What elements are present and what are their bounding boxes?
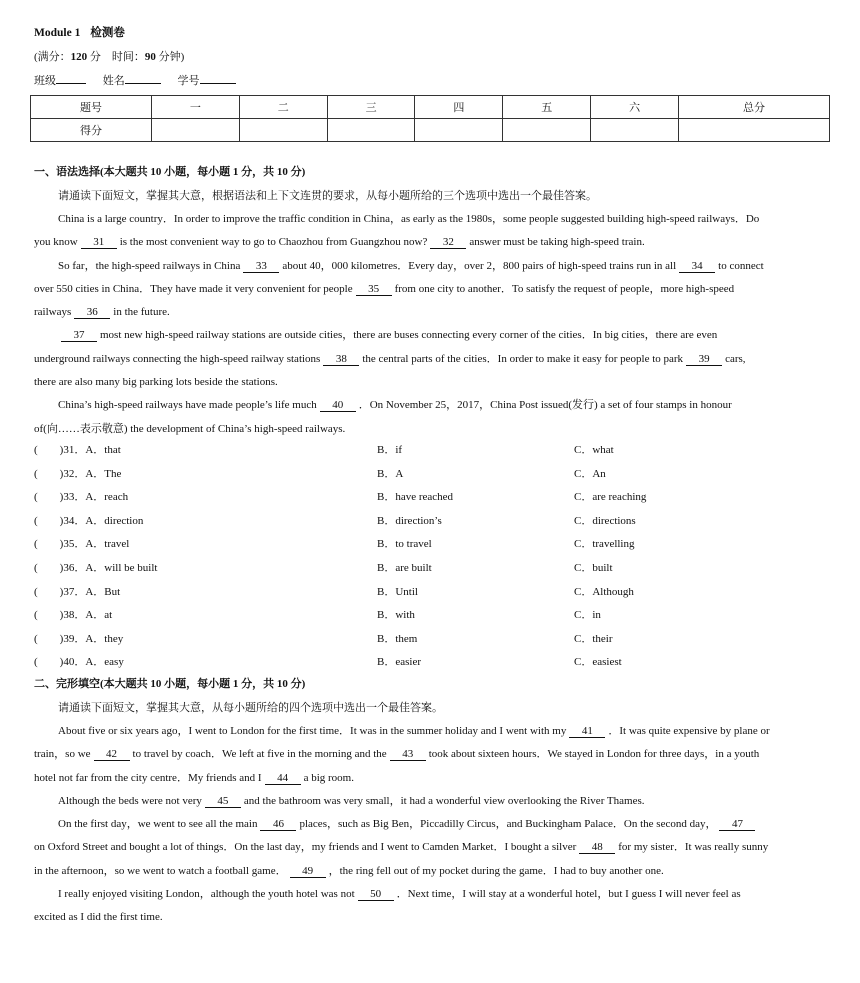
option-c[interactable]: C．Although bbox=[574, 585, 634, 598]
passage-text: I really enjoyed visiting London，although the youth hotel was not bbox=[58, 888, 355, 901]
name-label: 姓名 bbox=[102, 75, 125, 87]
passage-text: underground railways connecting the high-speed railway stations bbox=[34, 352, 321, 365]
passage-text: for my sister．It was really sunny bbox=[618, 841, 769, 854]
passage-text: ．Next time，I will stay at a wonderful hotel，but I guess I will never feel as bbox=[396, 888, 741, 901]
blank-40[interactable]: 40 bbox=[320, 399, 356, 412]
option-row bbox=[34, 653, 830, 673]
passage-line bbox=[34, 208, 830, 231]
option-row bbox=[34, 465, 830, 485]
score-cell: 三 bbox=[327, 96, 415, 119]
passage-text: hotel not far from the city centre．My friends and I bbox=[34, 771, 262, 784]
passage-text: China is a large country．In order to improve the traffic condition in China，as early as the 1980s，some people suggested building high-speed railways．Do bbox=[58, 213, 760, 225]
passage-line bbox=[34, 255, 830, 278]
subtitle-mid: 分 时间： bbox=[87, 51, 145, 63]
full-score: 120 bbox=[70, 51, 88, 63]
passage-text: in the afternoon，so we went to watch a football game． bbox=[34, 864, 287, 877]
score-input-cell[interactable] bbox=[327, 119, 415, 142]
option-b[interactable]: B．easier bbox=[377, 656, 421, 669]
module-label: Module 1 bbox=[34, 27, 81, 39]
section2-heading: 二、完形填空(本大题共 10 小题，每小题 1 分，共 10 分) bbox=[34, 678, 306, 690]
blank-47[interactable]: 47 bbox=[719, 818, 755, 831]
blank-49[interactable]: 49 bbox=[290, 865, 326, 878]
passage-text: and the bathroom was very small，it had a wonderful view overlooking the River Thames. bbox=[243, 794, 645, 807]
option-a[interactable]: ( )31．A．that bbox=[34, 444, 121, 456]
option-a[interactable]: ( )37．A．But bbox=[34, 585, 121, 598]
option-row bbox=[34, 630, 830, 650]
passage-text: is the most convenient way to go to Chaozhou from Guangzhou now? bbox=[119, 236, 428, 249]
passage-text: On the first day，we went to see all the main bbox=[58, 818, 258, 831]
option-row bbox=[34, 441, 830, 461]
passage-text: ．On November 25，2017，China Post issued(发行) a set of four stamps in honour bbox=[358, 399, 732, 412]
passage-text: answer must be taking high-speed train. bbox=[469, 236, 645, 249]
title-cn: 检测卷 bbox=[90, 27, 125, 39]
passage-text: About five or six years ago，I went to London for the first time．It was in the summer holiday and I went with my bbox=[58, 725, 567, 737]
option-c[interactable]: C．are reaching bbox=[574, 491, 647, 504]
passage-text: of(向……表示敬意) the development of China’s high-speed railways. bbox=[34, 422, 346, 435]
passage-text: about 40，000 kilometres．Every day，over 2，800 pairs of high-speed trains run in all bbox=[282, 259, 677, 272]
option-a[interactable]: ( )35．A．travel bbox=[34, 538, 130, 551]
option-b[interactable]: B．have reached bbox=[377, 491, 454, 504]
exam-subtitle bbox=[34, 50, 184, 64]
passage-line bbox=[34, 278, 830, 301]
passage-line bbox=[34, 883, 830, 906]
passage-text: to travel by coach．We left at five in the morning and the bbox=[132, 748, 387, 761]
option-a[interactable]: ( )36．A．will be built bbox=[34, 562, 158, 574]
passage-text: you know bbox=[34, 236, 78, 249]
blank-43[interactable]: 43 bbox=[390, 748, 426, 761]
passage-text: excited as I did the first time. bbox=[34, 911, 163, 924]
option-a[interactable]: ( )38．A．at bbox=[34, 609, 113, 622]
option-b[interactable]: B．if bbox=[377, 444, 403, 456]
option-c[interactable]: C．their bbox=[574, 632, 613, 645]
option-row bbox=[34, 559, 830, 579]
passage-line bbox=[34, 836, 830, 859]
option-b[interactable]: B．direction’s bbox=[377, 514, 442, 527]
blank-41[interactable]: 41 bbox=[569, 725, 605, 738]
passage-text: on Oxford Street and bought a lot of things．On the last day，my friends and I went to Camden Market．I bought a silver bbox=[34, 841, 577, 854]
blank-32[interactable]: 32 bbox=[430, 236, 466, 249]
score-cell: 题号 bbox=[31, 96, 152, 119]
section2-passage bbox=[34, 720, 830, 930]
option-c[interactable]: C．travelling bbox=[574, 538, 635, 551]
student-info bbox=[34, 73, 236, 88]
score-cell: 四 bbox=[415, 96, 503, 119]
score-input-cell[interactable] bbox=[503, 119, 591, 142]
passage-line bbox=[34, 790, 830, 813]
score-cell: 一 bbox=[152, 96, 240, 119]
passage-line bbox=[34, 418, 830, 441]
section1-instruction: 请通读下面短文，掌握其大意，根据语法和上下文连贯的要求，从每小题所给的三个选项中选出一个最佳答案。 bbox=[58, 190, 597, 202]
passage-line bbox=[34, 720, 830, 743]
blank-39[interactable]: 39 bbox=[686, 353, 722, 366]
id-field[interactable] bbox=[200, 73, 236, 84]
name-field[interactable] bbox=[125, 73, 161, 84]
passage-text: there are also many big parking lots beside the stations. bbox=[34, 376, 278, 389]
class-label: 班级 bbox=[34, 75, 56, 87]
passage-line bbox=[34, 394, 830, 417]
subtitle-pre: (满分： bbox=[34, 51, 71, 63]
passage-text: Although the beds were not very bbox=[58, 794, 202, 807]
passage-text: places，such as Big Ben，Piccadilly Circus，and Buckingham Palace．On the second day， bbox=[299, 818, 717, 831]
score-cell: 总分 bbox=[679, 96, 830, 119]
score-input-cell[interactable] bbox=[152, 119, 240, 142]
section1-passage bbox=[34, 208, 830, 441]
score-table-header-row bbox=[31, 96, 830, 119]
passage-text: in the future. bbox=[113, 306, 170, 319]
passage-text: ，the ring fell out of my pocket during the game．I had to buy another one. bbox=[328, 864, 664, 877]
score-input-cell[interactable] bbox=[239, 119, 327, 142]
passage-text: cars, bbox=[725, 352, 746, 365]
blank-35[interactable]: 35 bbox=[356, 283, 392, 296]
blank-36[interactable]: 36 bbox=[74, 306, 110, 319]
option-c[interactable]: C．An bbox=[574, 467, 606, 480]
passage-line bbox=[34, 231, 830, 254]
option-c[interactable]: C．easiest bbox=[574, 656, 622, 669]
option-c[interactable]: C．what bbox=[574, 444, 614, 456]
passage-text: from one city to another．To satisfy the request of people，more high-speed bbox=[394, 282, 735, 295]
exam-time: 90 bbox=[144, 51, 156, 63]
subtitle-post: 分钟) bbox=[155, 51, 185, 63]
score-table-score-row bbox=[31, 119, 830, 142]
option-b[interactable]: B．them bbox=[377, 632, 418, 645]
page-title bbox=[34, 26, 125, 40]
section2-instruction: 请通读下面短文，掌握其大意，从每小题所给的四个选项中选出一个最佳答案。 bbox=[58, 702, 443, 714]
option-a[interactable]: ( )33．A．reach bbox=[34, 491, 129, 504]
passage-line bbox=[34, 324, 830, 347]
score-input-cell[interactable] bbox=[415, 119, 503, 142]
option-a[interactable]: ( )32．A．The bbox=[34, 467, 122, 480]
option-a[interactable]: ( )39．A．they bbox=[34, 632, 124, 645]
option-b[interactable]: B．Until bbox=[377, 585, 418, 598]
passage-line bbox=[34, 906, 830, 929]
passage-text: the central parts of the cities．In order to make it easy for people to park bbox=[362, 352, 684, 365]
passage-line bbox=[34, 371, 830, 394]
option-c[interactable]: C．in bbox=[574, 609, 601, 622]
option-b[interactable]: B．are built bbox=[377, 562, 432, 574]
passage-line bbox=[34, 767, 830, 790]
score-cell: 五 bbox=[503, 96, 591, 119]
passage-text: ．It was quite expensive by plane or bbox=[608, 725, 770, 737]
passage-line bbox=[34, 348, 830, 371]
option-a[interactable]: ( )34．A．direction bbox=[34, 514, 144, 527]
passage-line bbox=[34, 743, 830, 766]
blank-44[interactable]: 44 bbox=[265, 772, 301, 785]
score-cell: 二 bbox=[239, 96, 327, 119]
passage-line bbox=[34, 813, 830, 836]
score-input-cell[interactable] bbox=[591, 119, 679, 142]
blank-37[interactable]: 37 bbox=[61, 329, 97, 342]
score-row-label: 得分 bbox=[31, 119, 152, 142]
blank-50[interactable]: 50 bbox=[358, 888, 394, 901]
blank-45[interactable]: 45 bbox=[205, 795, 241, 808]
blank-48[interactable]: 48 bbox=[579, 841, 615, 854]
passage-text: took about sixteen hours．We stayed in London for three days，in a youth bbox=[428, 748, 760, 761]
passage-text: over 550 cities in China．They have made it very convenient for people bbox=[34, 282, 353, 295]
option-c[interactable]: C．directions bbox=[574, 514, 636, 527]
score-cell: 六 bbox=[591, 96, 679, 119]
blank-33[interactable]: 33 bbox=[243, 260, 279, 273]
option-row bbox=[34, 583, 830, 603]
blank-42[interactable]: 42 bbox=[94, 748, 130, 761]
option-row bbox=[34, 512, 830, 532]
option-row bbox=[34, 606, 830, 626]
passage-line bbox=[34, 301, 830, 324]
option-row bbox=[34, 535, 830, 555]
blank-38[interactable]: 38 bbox=[323, 353, 359, 366]
option-a[interactable]: ( )40．A．easy bbox=[34, 656, 124, 669]
passage-text: railways bbox=[34, 306, 72, 319]
blank-46[interactable]: 46 bbox=[260, 818, 296, 831]
option-b[interactable]: B．A bbox=[377, 467, 404, 480]
passage-text: China’s high-speed railways have made people’s life much bbox=[58, 399, 317, 412]
option-c[interactable]: C．built bbox=[574, 562, 613, 574]
option-row bbox=[34, 488, 830, 508]
passage-line bbox=[34, 860, 830, 883]
section1-heading: 一、语法选择(本大题共 10 小题，每小题 1 分，共 10 分) bbox=[34, 166, 306, 178]
passage-text: a big room. bbox=[303, 771, 354, 784]
blank-31[interactable]: 31 bbox=[81, 236, 117, 249]
option-b[interactable]: B．to travel bbox=[377, 538, 432, 551]
passage-text: train，so we bbox=[34, 748, 91, 761]
class-field[interactable] bbox=[56, 73, 86, 84]
passage-text: So far，the high-speed railways in China bbox=[58, 259, 241, 272]
blank-34[interactable]: 34 bbox=[679, 260, 715, 273]
id-label: 学号 bbox=[177, 75, 200, 87]
score-input-cell[interactable] bbox=[679, 119, 830, 142]
option-b[interactable]: B．with bbox=[377, 609, 415, 622]
passage-text: most new high-speed railway stations are outside cities，there are buses connecting every corner of the cities．In big cities，there are even bbox=[100, 329, 718, 342]
score-table bbox=[30, 95, 830, 142]
passage-text: to connect bbox=[718, 259, 764, 272]
